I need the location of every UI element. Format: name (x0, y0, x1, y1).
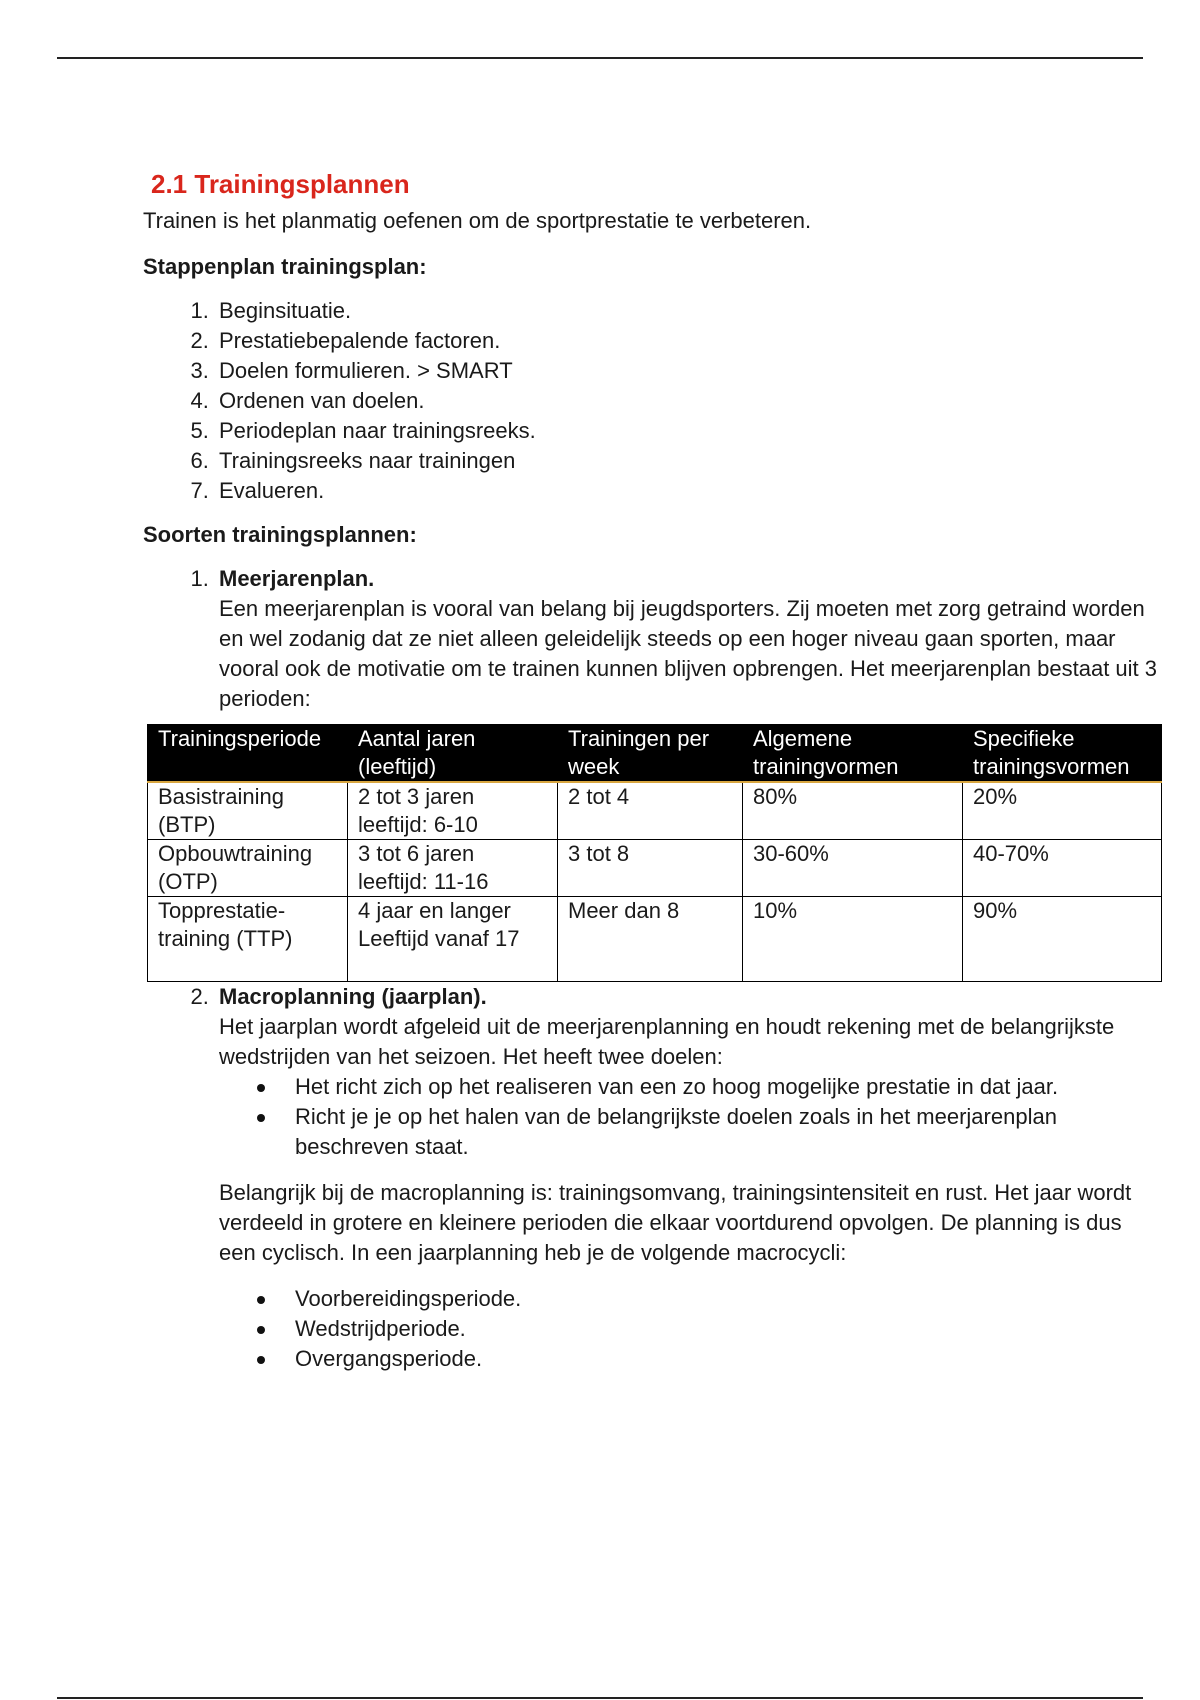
table-cell: 80% (743, 782, 963, 840)
macroplanning-item (215, 982, 1163, 1374)
bullet-text: Het richt zich op het realiseren van een zo hoog mogelijke prestatie in dat jaar. (295, 1074, 1059, 1099)
periods-table (147, 724, 1162, 982)
bullet-icon (257, 1356, 265, 1364)
list-item: 4. Ordenen van doelen. (215, 386, 1163, 416)
table-cell: 20% (963, 782, 1162, 840)
meerjarenplan-item (158, 564, 1163, 982)
bullet-icon (257, 1114, 265, 1122)
list-item: 7. Evalueren. (215, 476, 1163, 506)
footer-rule (57, 1697, 1143, 1699)
soorten-list (143, 564, 1163, 1374)
table-cell: Basistraining (BTP) (148, 782, 348, 840)
intro-text: Trainen is het planmatig oefenen om de sportprestatie te verbeteren. (143, 208, 812, 233)
macroplanning-text: Het jaarplan wordt afgeleid uit de meerjarenplanning en houdt rekening met de belangrijkste wedstrijden van het seizoen. Het heeft twee doelen: (219, 1014, 1115, 1069)
stappenplan-heading: Stappenplan trainingsplan: (143, 254, 427, 279)
table-cell: 30-60% (743, 840, 963, 897)
list-item: 2. Prestatiebepalende factoren. (215, 326, 1163, 356)
column-header: Aantal jaren (leeftijd) (348, 725, 558, 783)
header-rule (57, 57, 1143, 59)
table-cell: 2 tot 3 jaren leeftijd: 6-10 (348, 782, 558, 840)
doelen-list (219, 1072, 1163, 1162)
list-item: 6. Trainingsreeks naar trainingen (215, 446, 1163, 476)
list-item (291, 1072, 1163, 1102)
table-cell: 40-70% (963, 840, 1162, 897)
soorten-heading: Soorten trainingsplannen: (143, 522, 417, 547)
table-cell: 4 jaar en langer Leeftijd vanaf 17 (348, 897, 558, 982)
list-item (291, 1284, 1163, 1314)
section-title: 2.1 Trainingsplannen (151, 169, 410, 199)
table-cell: Opbouwtraining (OTP) (148, 840, 348, 897)
table-row (148, 840, 1162, 897)
column-header: Algemene trainingvormen (743, 725, 963, 783)
bullet-text: Wedstrijdperiode. (295, 1316, 466, 1341)
table-cell: 3 tot 6 jaren leeftijd: 11-16 (348, 840, 558, 897)
table-cell: 3 tot 8 (558, 840, 743, 897)
column-header: Specifieke trainingsvormen (963, 725, 1162, 783)
bullet-text: Overgangsperiode. (295, 1346, 483, 1371)
list-item: 3. Doelen formulieren. > SMART (215, 356, 1163, 386)
column-header: Trainingsperiode (148, 725, 348, 783)
macroplanning-text-2: Belangrijk bij de macroplanning is: trainingsomvang, trainingsintensiteit en rust. Het jaar wordt verdeeld in grotere en kleinere perioden die elkaar voortdurend opvolgen. De planning is dus een cyclisch. In een jaarplanning heb je de volgende macrocycli: (219, 1180, 1132, 1265)
list-item: 5. Periodeplan naar trainingsreeks. (215, 416, 1163, 446)
bullet-text: Voorbereidingsperiode. (295, 1286, 522, 1311)
bullet-icon (257, 1326, 265, 1334)
macroplanning-title: 2. Macroplanning (jaarplan). (219, 984, 487, 1009)
macrocycli-list (219, 1284, 1163, 1374)
meerjarenplan-title: 1. Meerjarenplan. (219, 566, 375, 591)
stappenplan-list (143, 296, 1163, 506)
column-header: Trainingen per week (558, 725, 743, 783)
list-item: 1. Beginsituatie. (215, 296, 1163, 326)
bullet-text: Richt je je op het halen van de belangrijkste doelen zoals in het meerjarenplan beschreven staat. (295, 1104, 1057, 1159)
bullet-icon (257, 1296, 265, 1304)
table-cell: Meer dan 8 (558, 897, 743, 982)
meerjarenplan-text: Een meerjarenplan is vooral van belang bij jeugdsporters. Zij moeten met zorg getraind worden en wel zodanig dat ze niet alleen geleidelijk steeds op een hoger niveau gaan sporten, maar vooral ook de motivatie om te trainen kunnen blijven opbrengen. Het meerjarenplan bestaat uit 3 perioden: (219, 596, 1158, 711)
table-cell: 90% (963, 897, 1162, 982)
document-body (143, 166, 1163, 1374)
table-cell: 2 tot 4 (558, 782, 743, 840)
table-cell: Topprestatie-training (TTP) (148, 897, 348, 982)
table-row (148, 782, 1162, 840)
list-item (291, 1102, 1163, 1162)
table-header-row (148, 725, 1162, 783)
table-cell: 10% (743, 897, 963, 982)
list-item (291, 1314, 1163, 1344)
table-row (148, 897, 1162, 982)
bullet-icon (257, 1084, 265, 1092)
list-item (291, 1344, 1163, 1374)
